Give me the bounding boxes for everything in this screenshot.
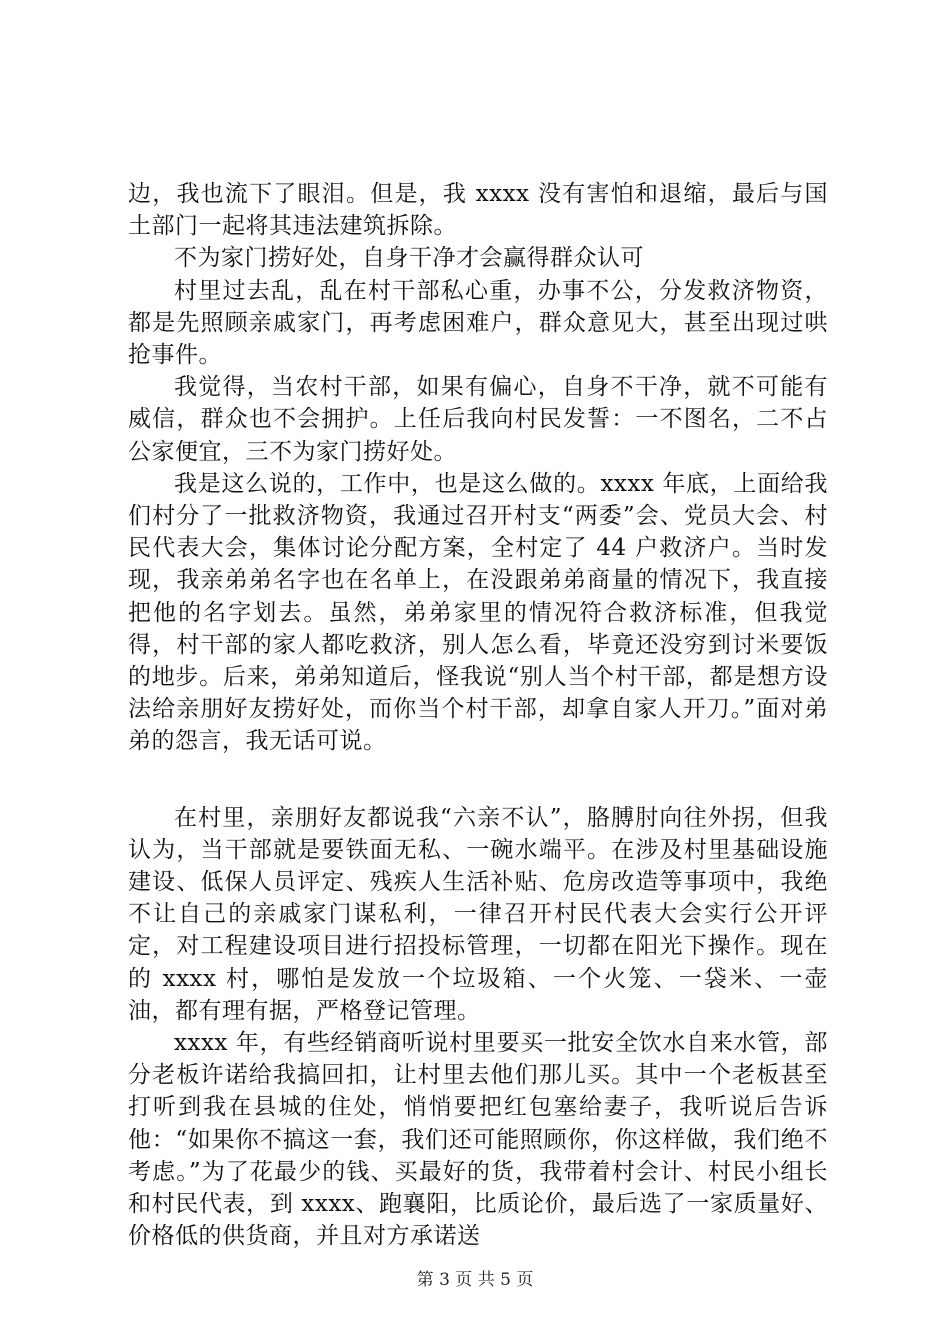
section-heading: 不为家门捞好处，自身干净才会赢得群众认可: [174, 245, 644, 272]
paragraph-6: xxxx 年，有些经销商听说村里要买一批安全饮水自来水管，部分老板许诺给我搞回扣，让村里去他们那儿买。其中一个老板甚至打听到我在县城的住处，悄悄要把红包塞给妻子，我听说后告诉他：“如果你不搞这一套，我们还可能照顾你，你这样做，我们绝不考虑。”为了花最少的钱、买最好的货，我带着村会计、村民小组长和村民代表，到 xxxx、跑襄阳，比质论价，最后选了一家质量好、价格低的供货商，并且对方承诺送: [128, 1030, 828, 1250]
paragraph-1: 边，我也流下了眼泪。但是，我 xxxx 没有害怕和退缩，最后与国土部门一起将其违法建筑拆除。: [128, 181, 828, 240]
document-body: [128, 178, 828, 1253]
paragraph-gap: [128, 758, 828, 802]
paragraph-4: 我是这么说的，工作中，也是这么做的。xxxx 年底，上面给我们村分了一批救济物资，我通过召开村支“两委”会、党员大会、村民代表大会，集体讨论分配方案，全村定了 44 户救济户。当时发现，我亲弟弟名字也在名单上，在没跟弟弟商量的情况下，我直接把他的名字划去。虽然，弟弟家里的情况符合救济标准，但我觉得，村干部的家人都吃救济，别人怎么看，毕竟还没穷到讨米要饭的地步。后来，弟弟知道后，怪我说“别人当个村干部，都是想方设法给亲朋好友捞好处，而你当个村干部，却拿自家人开刀。”面对弟弟的怨言，我无话可说。: [128, 470, 828, 755]
paragraph-5: 在村里，亲朋好友都说我“六亲不认”，胳膊肘向往外拐，但我认为，当干部就是要铁面无私、一碗水端平。在涉及村里基础设施建设、低保人员评定、残疾人生活补贴、危房改造等事项中，我绝不让自己的亲戚家门谋私利，一律召开村民代表大会实行公开评定，对工程建设项目进行招投标管理，一切都在阳光下操作。现在的 xxxx 村，哪怕是发放一个垃圾箱、一个火笼、一袋米、一壶油，都有理有据，严格登记管理。: [128, 804, 828, 1024]
paragraph-3: 我觉得，当农村干部，如果有偏心，自身不干净，就不可能有威信，群众也不会拥护。上任后我向村民发誓：一不图名，二不占公家便宜，三不为家门捞好处。: [128, 374, 828, 465]
page-footer: 第 3 页 共 5 页: [416, 1270, 534, 1290]
paragraph-2: 村里过去乱，乱在村干部私心重，办事不公，分发救济物资，都是先照顾亲戚家门，再考虑困难户，群众意见大，甚至出现过哄抢事件。: [128, 277, 828, 369]
